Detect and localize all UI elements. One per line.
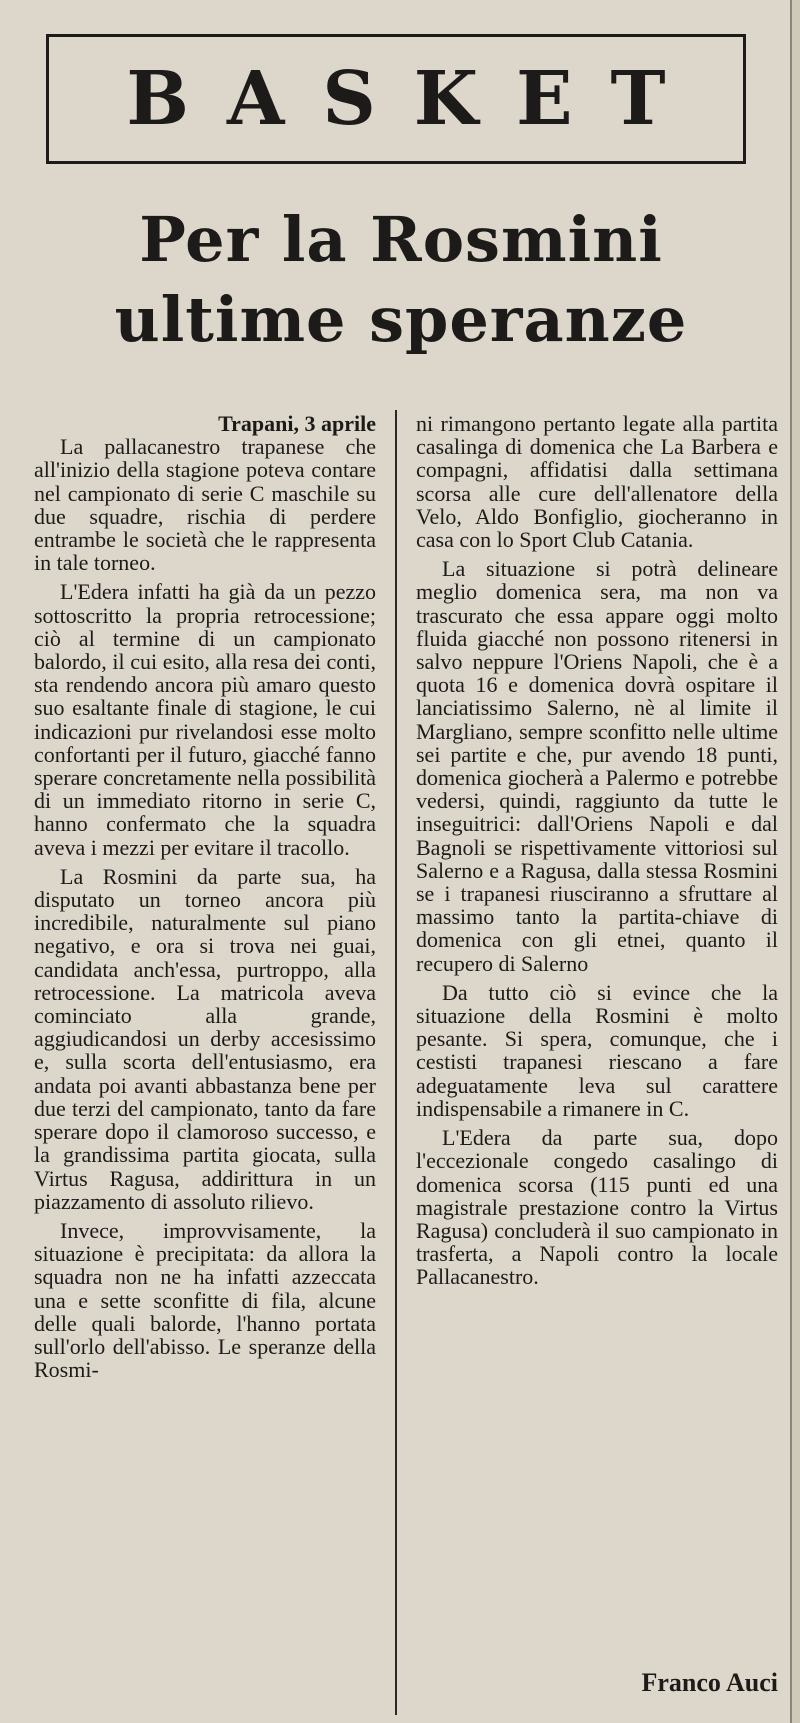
dateline: Trapani, 3 aprile: [218, 411, 376, 436]
article-paragraph: L'Edera da parte sua, dopo l'eccezionale congedo casalingo di domenica scorsa (115 punti ed una magistrale prestazione contro la Virtus Ragusa) concluderà il suo campionato in trasferta, a Napoli contro la locale Pallacanestro.: [416, 1125, 778, 1290]
article-paragraph: Invece, improvvisamente, la situazione è precipitata: da allora la squadra non ne ha infatti azzeccata una e sette sconfitte di fila, alcune delle quali balorde, l'hanno portata sull'orlo dell'abisso. Le speranze della Rosmi-: [34, 1217, 376, 1383]
article-paragraph: ni rimangono pertanto legate alla partita casalinga di domenica che La Barbera e compagni, affidatisi dalla settimana scorsa alle cure dell'allenatore della Velo, Aldo Bonfiglio, giocheranno in casa con lo Sport Club Catania.: [416, 411, 778, 553]
article-paragraph: L'Edera infatti ha già da un pezzo sottoscritto la propria retrocessione; ciò al termine di un campionato balordo, il cui esito, alla resa dei conti, sta rendendo ancora più amaro questo suo esaltante finale di stagione, le cui indicazioni pur rivelandosi esse molto confortanti per il futuro, giacché fanno sperare concretamente nella possibilità di un immediato ritorno in serie C, hanno confermato che la squadra aveva i mezzi per evitare il tracollo.: [34, 579, 376, 860]
article-column-right: [416, 412, 778, 1295]
dateline-paragraph: [34, 412, 376, 435]
adjacent-column-edge: [790, 0, 800, 1723]
author-byline: Franco Auci: [641, 1668, 778, 1697]
headline-line-1: Per la Rosmini: [139, 203, 663, 276]
article-paragraph: La Rosmini da parte sua, ha disputato un torneo ancora più incredibile, naturalmente sul piano negativo, e ora si trova nei guai, candidata anch'essa, purtroppo, alla retrocessione. La matricola aveva cominciato alla grande, aggiudicandosi un derby accesissimo e, sulla scorta dell'entusiasmo, era andata poi avanti abbastanza bene per due terzi del campionato, tanto da fare sperare dopo il clamoroso successo, e la grandissima partita giocata, sulla Virtus Ragusa, addirittura in un piazzamento di assoluto rilievo.: [34, 863, 376, 1214]
section-header-box: [46, 34, 746, 164]
article-headline: [46, 200, 756, 360]
column-divider: [395, 410, 397, 1715]
article-paragraph: Da tutto ciò si evince che la situazione della Rosmini è molto pesante. Si spera, comunque, che i cestisti trapanesi riescano a fare adeguatamente leva sul carattere indispensabile a rimanere in C.: [416, 979, 778, 1121]
article-paragraph: La situazione si potrà delineare meglio domenica sera, ma non va trascurato che essa appare oggi molto fluida giacché non possono ritenersi in salvo neppure l'Oriens Napoli, che è a quota 16 e domenica dovrà ospitare il lanciatissimo Salerno, nè al limite il Margliano, sempre sconfitto nelle ultime sei partite e che, pur avendo 18 punti, domenica giocherà a Palermo e potrebbe vedersi, quindi, raggiunto da tutte le inseguitrici: dall'Oriens Napoli e dal Bagnoli se rispettivamente vittoriosi sul Salerno e a Ragusa, dalla stessa Rosmini se i trapanesi riusciranno a sfruttare al massimo tanto la partita-chiave di domenica con gli etnei, quanto il recupero di Salerno: [416, 556, 778, 976]
article-paragraph: La pallacanestro trapanese che all'inizio della stagione poteva contare nel campionato di serie C maschile su due squadre, rischia di perdere entrambe le società che le rappresenta in tale torneo.: [34, 434, 376, 576]
article-column-left: [34, 412, 376, 1387]
section-title: BASKET: [126, 56, 704, 142]
headline-line-2: ultime speranze: [114, 283, 688, 356]
